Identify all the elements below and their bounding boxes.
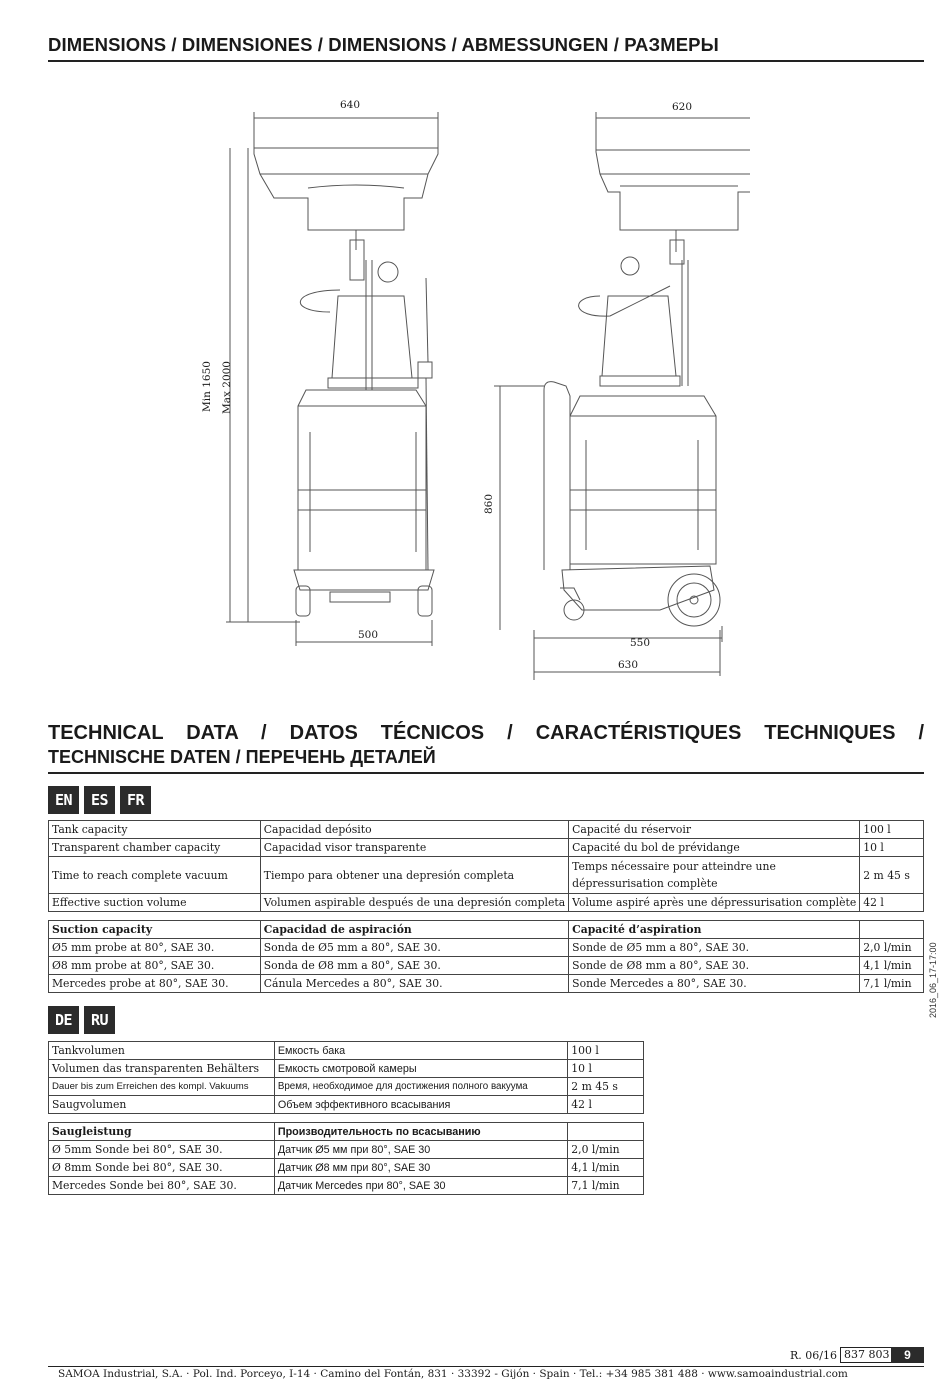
dim-tank-height: 860	[483, 493, 495, 514]
tech-title-line1: TECHNICAL DATA / DATOS TÉCNICOS / CARACTÉRISTIQUES TECHNIQUES /	[48, 722, 924, 744]
table-gap	[49, 912, 924, 921]
title-rule	[48, 60, 924, 62]
tech-title-line2: TECHNISCHE DATEN / ПЕРЕЧЕНЬ ДЕТАЛЕЙ	[48, 747, 436, 767]
table-gap	[49, 1114, 644, 1123]
print-timestamp: 2016_06_17-17:00	[928, 942, 938, 1018]
dim-wheel-base: 550	[630, 637, 651, 649]
badge-fr: FR	[120, 786, 151, 814]
footer-rule	[48, 1366, 924, 1367]
lang-badges-de-ru	[48, 1006, 115, 1034]
table-row: Time to reach complete vacuum Tiempo para obtener una depresión completa Temps nécessaire pour atteindre une dépressurisation complète 2 m 45 s	[49, 857, 924, 894]
badge-de: DE	[48, 1006, 79, 1034]
dim-overall-depth: 630	[618, 659, 639, 671]
table-row: Volumen das transparenten Behälters Емкость смотровой камеры 10 l	[49, 1060, 644, 1078]
table-row: Ø5 mm probe at 80°, SAE 30. Sonda de Ø5 mm a 80°, SAE 30. Sonde de Ø5 mm a 80°, SAE 30. 2,0 l/min	[49, 939, 924, 957]
table-row: Mercedes Sonde bei 80°, SAE 30. Датчик Mercedes при 80°, SAE 30 7,1 l/min	[49, 1177, 644, 1195]
dim-front-width: 640	[340, 99, 361, 111]
badge-ru: RU	[84, 1006, 115, 1034]
table-head-row: Saugleistung Производительность по всасыванию	[49, 1123, 644, 1141]
dim-min-height: Min 1650	[201, 361, 213, 412]
table-row: Effective suction volume Volumen aspirable después de una depresión completa Volume aspiré après une dépressurisation complète 42 l	[49, 894, 924, 912]
page-number: 9	[891, 1347, 924, 1363]
lang-badges-en-es-fr	[48, 786, 151, 814]
table-row: Mercedes probe at 80°, SAE 30. Cánula Mercedes a 80°, SAE 30. Sonde Mercedes a 80°, SAE 30. 7,1 l/min	[49, 975, 924, 993]
revision-label: R. 06/16	[790, 1349, 837, 1362]
dimensions-title: DIMENSIONS / DIMENSIONES / DIMENSIONS / ABMESSUNGEN / РАЗМЕРЫ	[48, 34, 719, 55]
badge-es: ES	[84, 786, 115, 814]
tech-title-rule	[48, 772, 924, 774]
dim-side-width: 620	[672, 101, 693, 113]
company-footer: SAMOA Industrial, S.A. · Pol. Ind. Porceyo, I-14 · Camino del Fontán, 831 · 33392 - Gijón · Spain · Tel.: +34 985 381 488 · www.samoaindustrial.com	[58, 1368, 848, 1380]
spec-table-de-ru	[48, 1041, 644, 1195]
dimensions-drawing	[190, 90, 750, 680]
table-row: Ø 8mm Sonde bei 80°, SAE 30. Датчик Ø8 мм при 80°, SAE 30 4,1 l/min	[49, 1159, 644, 1177]
document-code: 837 803	[840, 1347, 894, 1363]
table-row: Tankvolumen Емкость бака 100 l	[49, 1042, 644, 1060]
table-row: Ø8 mm probe at 80°, SAE 30. Sonda de Ø8 mm a 80°, SAE 30. Sonde de Ø8 mm a 80°, SAE 30. 4,1 l/min	[49, 957, 924, 975]
badge-en: EN	[48, 786, 79, 814]
dim-base-width: 500	[358, 629, 379, 641]
table-row: Ø 5mm Sonde bei 80°, SAE 30. Датчик Ø5 мм при 80°, SAE 30 2,0 l/min	[49, 1141, 644, 1159]
table-row: Transparent chamber capacity Capacidad visor transparente Capacité du bol de prévidange 10 l	[49, 839, 924, 857]
table-head-row: Suction capacity Capacidad de aspiración Capacité d’aspiration	[49, 921, 924, 939]
spec-table-en-es-fr	[48, 820, 924, 993]
table-row: Tank capacity Capacidad depósito Capacité du réservoir 100 l	[49, 821, 924, 839]
dim-max-height: Max 2000	[221, 361, 233, 414]
table-row: Dauer bis zum Erreichen des kompl. Vakuums Время, необходимое для достижения полного вакуума 2 m 45 s	[49, 1078, 644, 1096]
table-row: Saugvolumen Объем эффективного всасывания 42 l	[49, 1096, 644, 1114]
